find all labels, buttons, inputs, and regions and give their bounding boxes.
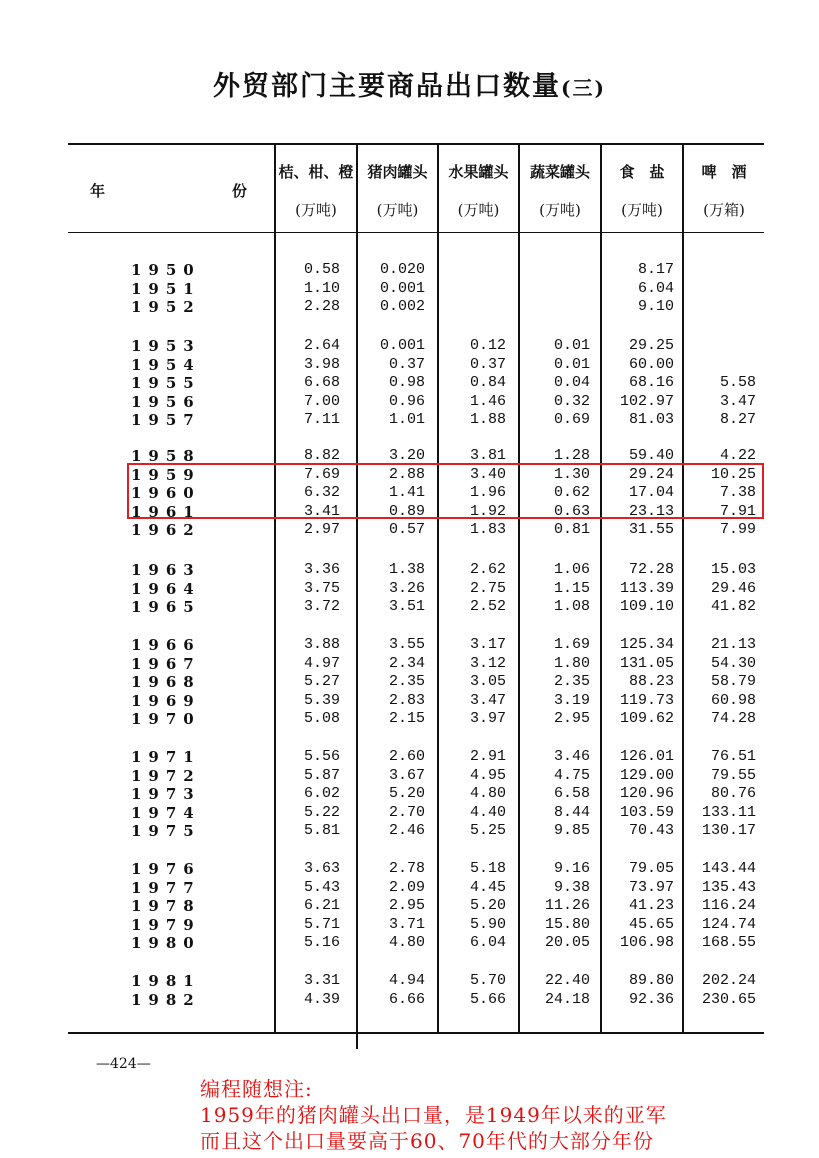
value-cell: 80.76 <box>710 785 756 803</box>
value-cell: 0.37 <box>388 355 425 373</box>
year-header-right: 份 <box>232 182 248 200</box>
value-cell: 4.22 <box>719 447 756 464</box>
value-cell: 29.24 <box>628 465 674 483</box>
value-cell: 7.38 <box>719 484 756 502</box>
value-cell: 3.19 <box>553 691 590 709</box>
value-cell: 15.03 <box>710 561 756 578</box>
year-cell: 1979 <box>131 915 201 934</box>
value-cell: 0.04 <box>553 374 590 392</box>
value-cell: 5.56 <box>303 748 340 765</box>
value-cell: 0.01 <box>553 337 590 354</box>
value-cell: 3.81 <box>469 447 506 464</box>
value-cell: 8.17 <box>637 261 674 278</box>
value-cell: 41.82 <box>710 598 756 616</box>
year-cell: 1950 <box>131 261 201 279</box>
value-cell: 1.83 <box>469 521 506 539</box>
year-cell: 1952 <box>131 298 201 317</box>
value-cell: 2.09 <box>388 878 425 896</box>
value-cell: 4.75 <box>553 766 590 784</box>
value-cell: 29.25 <box>628 337 674 354</box>
value-cell: 124.74 <box>701 915 756 933</box>
value-cell: 3.41 <box>303 502 340 520</box>
year-cell: 1951 <box>131 279 201 298</box>
value-cell: 9.16 <box>553 860 590 877</box>
value-cell: 1.92 <box>469 502 506 520</box>
value-cell: 9.85 <box>553 822 590 840</box>
value-cell: 6.02 <box>303 785 340 803</box>
value-cell: 1.38 <box>388 561 425 578</box>
value-cell: 143.44 <box>701 860 756 877</box>
value-cell: 17.04 <box>628 484 674 502</box>
year-cell: 1972 <box>131 766 201 785</box>
value-cell: 60.00 <box>628 355 674 373</box>
value-cell: 2.95 <box>553 710 590 728</box>
value-cell: 4.39 <box>303 990 340 1008</box>
year-cell: 1982 <box>131 990 201 1009</box>
value-cell: 3.72 <box>303 598 340 616</box>
value-cell: 60.98 <box>710 691 756 709</box>
value-cell: 0.020 <box>379 261 425 278</box>
value-cell: 5.43 <box>303 878 340 896</box>
value-cell: 168.55 <box>701 934 756 952</box>
value-cell: 0.32 <box>553 392 590 410</box>
value-cell: 0.002 <box>379 298 425 316</box>
value-cell: 5.70 <box>469 972 506 989</box>
value-cell: 3.05 <box>469 673 506 691</box>
value-cell: 4.95 <box>469 766 506 784</box>
year-cell: 1964 <box>131 579 201 598</box>
year-cell: 1975 <box>131 822 201 841</box>
value-cell: 3.88 <box>303 636 340 653</box>
value-cell: 3.12 <box>469 654 506 672</box>
value-cell: 7.00 <box>303 392 340 410</box>
column-header-4: 食 盐 <box>619 163 665 181</box>
value-cell: 7.91 <box>719 502 756 520</box>
value-cell: 1.15 <box>553 579 590 597</box>
value-cell: 5.16 <box>303 934 340 952</box>
value-cell: 5.18 <box>469 860 506 877</box>
value-cell: 8.27 <box>719 411 756 429</box>
value-cell: 8.44 <box>553 803 590 821</box>
value-cell: 3.71 <box>388 915 425 933</box>
value-cell: 7.69 <box>303 465 340 483</box>
value-cell: 68.16 <box>628 374 674 392</box>
year-cell: 1954 <box>131 355 201 374</box>
value-cell: 1.41 <box>388 484 425 502</box>
value-cell: 0.63 <box>553 502 590 520</box>
value-cell: 5.39 <box>303 691 340 709</box>
value-cell: 131.05 <box>619 654 674 672</box>
column-unit-2: (万吨) <box>457 201 500 219</box>
column-divider <box>274 143 276 1032</box>
value-cell: 135.43 <box>701 878 756 896</box>
value-cell: 0.89 <box>388 502 425 520</box>
value-cell: 5.20 <box>469 897 506 915</box>
value-cell: 4.97 <box>303 654 340 672</box>
value-cell: 133.11 <box>701 803 756 821</box>
year-cell: 1953 <box>131 337 201 355</box>
value-cell: 31.55 <box>628 521 674 539</box>
value-cell: 3.67 <box>388 766 425 784</box>
value-cell: 59.40 <box>628 447 674 464</box>
value-cell: 6.68 <box>303 374 340 392</box>
highlight-box <box>127 463 764 519</box>
value-cell: 5.25 <box>469 822 506 840</box>
value-cell: 2.83 <box>388 691 425 709</box>
value-cell: 73.97 <box>628 878 674 896</box>
column-divider <box>600 143 602 1032</box>
column-header-0: 桔、柑、橙 <box>278 163 354 181</box>
column-unit-5: (万箱) <box>703 201 745 219</box>
value-cell: 125.34 <box>619 636 674 653</box>
value-cell: 79.55 <box>710 766 756 784</box>
value-cell: 0.69 <box>553 411 590 429</box>
value-cell: 3.47 <box>469 691 506 709</box>
value-cell: 72.28 <box>628 561 674 578</box>
note-line-2: 而且这个出口量要高于60、70年代的大部分年份 <box>200 1129 654 1153</box>
value-cell: 103.59 <box>619 803 674 821</box>
value-cell: 5.08 <box>303 710 340 728</box>
value-cell: 3.20 <box>388 447 425 464</box>
value-cell: 7.11 <box>303 411 340 429</box>
value-cell: 92.36 <box>628 990 674 1008</box>
value-cell: 2.78 <box>388 860 425 877</box>
value-cell: 129.00 <box>619 766 674 784</box>
value-cell: 2.91 <box>469 748 506 765</box>
value-cell: 106.98 <box>619 934 674 952</box>
value-cell: 6.32 <box>303 484 340 502</box>
value-cell: 0.12 <box>469 337 506 354</box>
value-cell: 1.01 <box>388 411 425 429</box>
value-cell: 0.98 <box>388 374 425 392</box>
column-unit-4: (万吨) <box>621 201 663 219</box>
value-cell: 2.70 <box>388 803 425 821</box>
value-cell: 2.75 <box>469 579 506 597</box>
year-cell: 1963 <box>131 561 201 579</box>
year-cell: 1958 <box>131 447 201 465</box>
year-header-left: 年 <box>90 182 106 200</box>
value-cell: 2.46 <box>388 822 425 840</box>
value-cell: 1.69 <box>553 636 590 653</box>
column-unit-3: (万吨) <box>539 201 581 219</box>
value-cell: 4.80 <box>388 934 425 952</box>
value-cell: 2.88 <box>388 465 425 483</box>
value-cell: 58.79 <box>710 673 756 691</box>
value-cell: 41.23 <box>628 897 674 915</box>
value-cell: 1.96 <box>469 484 506 502</box>
value-cell: 2.64 <box>303 337 340 354</box>
value-cell: 1.08 <box>553 598 590 616</box>
column-header-2: 水果罐头 <box>448 163 509 181</box>
year-cell: 1977 <box>131 878 201 897</box>
year-cell: 1971 <box>131 748 201 766</box>
value-cell: 3.47 <box>719 392 756 410</box>
value-cell: 76.51 <box>710 748 756 765</box>
year-cell: 1962 <box>131 521 201 540</box>
value-cell: 79.05 <box>628 860 674 877</box>
value-cell: 70.43 <box>628 822 674 840</box>
value-cell: 6.66 <box>388 990 425 1008</box>
year-cell: 1969 <box>131 691 201 710</box>
value-cell: 21.13 <box>710 636 756 653</box>
value-cell: 0.62 <box>553 484 590 502</box>
value-cell: 24.18 <box>544 990 590 1008</box>
year-cell: 1955 <box>131 374 201 393</box>
value-cell: 5.71 <box>303 915 340 933</box>
year-cell: 1961 <box>131 502 201 521</box>
value-cell: 230.65 <box>701 990 756 1008</box>
value-cell: 0.57 <box>388 521 425 539</box>
value-cell: 74.28 <box>710 710 756 728</box>
value-cell: 11.26 <box>544 897 590 915</box>
value-cell: 5.81 <box>303 822 340 840</box>
year-cell: 1968 <box>131 673 201 692</box>
value-cell: 23.13 <box>628 502 674 520</box>
value-cell: 88.23 <box>628 673 674 691</box>
value-cell: 8.82 <box>303 447 340 464</box>
value-cell: 6.21 <box>303 897 340 915</box>
header-bottom-rule <box>68 232 764 233</box>
value-cell: 202.24 <box>701 972 756 989</box>
column-header-5: 啤 酒 <box>701 163 747 181</box>
value-cell: 3.55 <box>388 636 425 653</box>
title-suffix: (三) <box>561 76 606 100</box>
value-cell: 109.10 <box>619 598 674 616</box>
value-cell: 2.95 <box>388 897 425 915</box>
column-header-3: 蔬菜罐头 <box>529 163 590 181</box>
column-divider <box>437 143 439 1032</box>
table-bottom-rule <box>68 1032 764 1034</box>
value-cell: 6.04 <box>469 934 506 952</box>
column-unit-0: (万吨) <box>295 201 337 219</box>
value-cell: 4.80 <box>469 785 506 803</box>
value-cell: 1.46 <box>469 392 506 410</box>
year-cell: 1959 <box>131 465 201 484</box>
value-cell: 3.46 <box>553 748 590 765</box>
value-cell: 5.66 <box>469 990 506 1008</box>
column-divider <box>356 143 358 1049</box>
value-cell: 1.06 <box>553 561 590 578</box>
value-cell: 2.35 <box>388 673 425 691</box>
value-cell: 1.80 <box>553 654 590 672</box>
value-cell: 102.97 <box>619 392 674 410</box>
value-cell: 2.28 <box>303 298 340 316</box>
note-line-1: 1959年的猪肉罐头出口量，是1949年以来的亚军 <box>200 1103 667 1127</box>
value-cell: 3.97 <box>469 710 506 728</box>
page-title <box>0 64 819 103</box>
value-cell: 2.60 <box>388 748 425 765</box>
value-cell: 20.05 <box>544 934 590 952</box>
value-cell: 3.98 <box>303 355 340 373</box>
value-cell: 1.10 <box>303 279 340 297</box>
value-cell: 2.34 <box>388 654 425 672</box>
year-cell: 1978 <box>131 897 201 916</box>
value-cell: 0.37 <box>469 355 506 373</box>
value-cell: 2.35 <box>553 673 590 691</box>
note-title: 编程随想注: <box>200 1077 313 1101</box>
value-cell: 29.46 <box>710 579 756 597</box>
year-cell: 1967 <box>131 654 201 673</box>
value-cell: 3.51 <box>388 598 425 616</box>
year-cell: 1976 <box>131 860 201 878</box>
value-cell: 0.84 <box>469 374 506 392</box>
year-cell: 1981 <box>131 972 201 990</box>
column-divider <box>518 143 520 1032</box>
column-divider <box>682 143 684 1032</box>
value-cell: 4.94 <box>388 972 425 989</box>
value-cell: 113.39 <box>619 579 674 597</box>
value-cell: 5.20 <box>388 785 425 803</box>
value-cell: 4.40 <box>469 803 506 821</box>
value-cell: 5.22 <box>303 803 340 821</box>
table-top-rule <box>68 143 764 145</box>
year-cell: 1957 <box>131 411 201 430</box>
value-cell: 3.63 <box>303 860 340 877</box>
value-cell: 10.25 <box>710 465 756 483</box>
value-cell: 2.15 <box>388 710 425 728</box>
value-cell: 0.96 <box>388 392 425 410</box>
value-cell: 120.96 <box>619 785 674 803</box>
value-cell: 7.99 <box>719 521 756 539</box>
year-cell: 1973 <box>131 785 201 804</box>
value-cell: 130.17 <box>701 822 756 840</box>
year-cell: 1980 <box>131 934 201 953</box>
value-cell: 1.88 <box>469 411 506 429</box>
value-cell: 3.40 <box>469 465 506 483</box>
value-cell: 0.81 <box>553 521 590 539</box>
value-cell: 1.28 <box>553 447 590 464</box>
year-cell: 1960 <box>131 484 201 503</box>
value-cell: 3.75 <box>303 579 340 597</box>
value-cell: 2.52 <box>469 598 506 616</box>
value-cell: 3.31 <box>303 972 340 989</box>
value-cell: 109.62 <box>619 710 674 728</box>
value-cell: 81.03 <box>628 411 674 429</box>
value-cell: 5.90 <box>469 915 506 933</box>
value-cell: 116.24 <box>701 897 756 915</box>
value-cell: 4.45 <box>469 878 506 896</box>
value-cell: 1.30 <box>553 465 590 483</box>
value-cell: 119.73 <box>619 691 674 709</box>
year-cell: 1974 <box>131 803 201 822</box>
value-cell: 54.30 <box>710 654 756 672</box>
value-cell: 0.001 <box>379 337 425 354</box>
value-cell: 89.80 <box>628 972 674 989</box>
column-unit-1: (万吨) <box>376 201 419 219</box>
value-cell: 0.001 <box>379 279 425 297</box>
value-cell: 2.62 <box>469 561 506 578</box>
year-cell: 1970 <box>131 710 201 729</box>
column-header-1: 猪肉罐头 <box>367 163 428 181</box>
value-cell: 0.01 <box>553 355 590 373</box>
year-cell: 1966 <box>131 636 201 654</box>
value-cell: 9.10 <box>637 298 674 316</box>
value-cell: 45.65 <box>628 915 674 933</box>
value-cell: 6.04 <box>637 279 674 297</box>
title-text: 外贸部门主要商品出口数量 <box>213 71 562 102</box>
value-cell: 2.97 <box>303 521 340 539</box>
value-cell: 22.40 <box>544 972 590 989</box>
value-cell: 3.26 <box>388 579 425 597</box>
value-cell: 3.36 <box>303 561 340 578</box>
year-cell: 1965 <box>131 598 201 617</box>
year-cell: 1956 <box>131 392 201 411</box>
value-cell: 3.17 <box>469 636 506 653</box>
value-cell: 126.01 <box>619 748 674 765</box>
value-cell: 5.87 <box>303 766 340 784</box>
value-cell: 9.38 <box>553 878 590 896</box>
value-cell: 0.58 <box>303 261 340 278</box>
value-cell: 5.58 <box>719 374 756 392</box>
value-cell: 6.58 <box>553 785 590 803</box>
value-cell: 15.80 <box>544 915 590 933</box>
value-cell: 5.27 <box>303 673 340 691</box>
page-number: —424— <box>96 1056 151 1072</box>
